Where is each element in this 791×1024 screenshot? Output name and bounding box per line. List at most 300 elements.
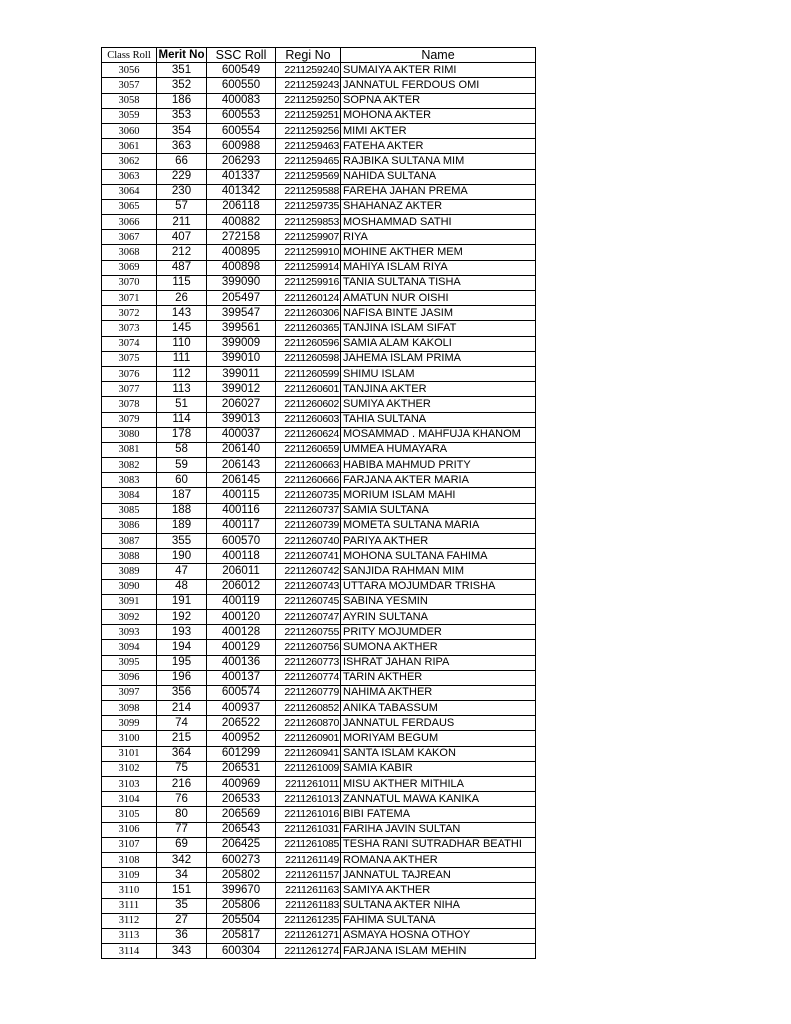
merit-no-cell: 47	[157, 564, 207, 579]
merit-no-cell: 193	[157, 625, 207, 640]
name-cell: MOHONA SULTANA FAHIMA	[341, 549, 536, 564]
table-row	[102, 427, 536, 442]
ssc-roll-cell: 600273	[207, 852, 276, 867]
merit-no-cell: 353	[157, 108, 207, 123]
name-cell: UMMEA HUMAYARA	[341, 442, 536, 457]
name-cell: FAREHA JAHAN PREMA	[341, 184, 536, 199]
merit-no-cell: 211	[157, 215, 207, 230]
merit-no-cell: 407	[157, 230, 207, 245]
class-roll-cell: 3068	[102, 245, 157, 260]
ssc-roll-cell: 400895	[207, 245, 276, 260]
merit-no-cell: 143	[157, 306, 207, 321]
class-roll-cell: 3074	[102, 336, 157, 351]
regi-no-cell: 2211260941	[276, 746, 341, 761]
name-cell: MOMETA SULTANA MARIA	[341, 518, 536, 533]
merit-no-cell: 111	[157, 351, 207, 366]
regi-no-cell: 2211260741	[276, 549, 341, 564]
regi-no-cell: 2211260779	[276, 685, 341, 700]
table-row	[102, 807, 536, 822]
class-roll-cell: 3085	[102, 503, 157, 518]
name-cell: ASMAYA HOSNA OTHOY	[341, 928, 536, 943]
merit-no-cell: 356	[157, 685, 207, 700]
regi-no-cell: 2211259853	[276, 215, 341, 230]
regi-no-cell: 2211260659	[276, 442, 341, 457]
ssc-roll-cell: 400083	[207, 93, 276, 108]
ssc-roll-cell: 401337	[207, 169, 276, 184]
class-roll-cell: 3097	[102, 685, 157, 700]
name-cell: SAMIYA AKTHER	[341, 883, 536, 898]
merit-list-table	[101, 47, 536, 959]
name-cell: MOSAMMAD . MAHFUJA KHANOM	[341, 427, 536, 442]
ssc-roll-cell: 399670	[207, 883, 276, 898]
name-cell: TANJINA ISLAM SIFAT	[341, 321, 536, 336]
table-row	[102, 868, 536, 883]
ssc-roll-cell: 400037	[207, 427, 276, 442]
regi-no-cell: 2211261013	[276, 792, 341, 807]
merit-no-cell: 57	[157, 199, 207, 214]
table-row	[102, 93, 536, 108]
ssc-roll-cell: 400119	[207, 594, 276, 609]
class-roll-cell: 3113	[102, 928, 157, 943]
table-row	[102, 716, 536, 731]
ssc-roll-cell: 205504	[207, 913, 276, 928]
ssc-roll-cell: 206027	[207, 397, 276, 412]
class-roll-cell: 3107	[102, 837, 157, 852]
regi-no-cell: 2211260739	[276, 518, 341, 533]
merit-no-cell: 229	[157, 169, 207, 184]
name-cell: ZANNATUL MAWA KANIKA	[341, 792, 536, 807]
name-cell: AMATUN NUR OISHI	[341, 291, 536, 306]
regi-no-cell: 2211260663	[276, 458, 341, 473]
name-cell: FAHIMA SULTANA	[341, 913, 536, 928]
ssc-roll-cell: 206533	[207, 792, 276, 807]
ssc-roll-cell: 205497	[207, 291, 276, 306]
regi-no-cell: 2211259569	[276, 169, 341, 184]
ssc-roll-cell: 206569	[207, 807, 276, 822]
regi-no-cell: 2211259256	[276, 123, 341, 138]
ssc-roll-cell: 205806	[207, 898, 276, 913]
name-cell: FARJANA AKTER MARIA	[341, 473, 536, 488]
name-cell: MORIUM ISLAM MAHI	[341, 488, 536, 503]
ssc-roll-cell: 206522	[207, 716, 276, 731]
table-row	[102, 564, 536, 579]
regi-no-cell: 2211259463	[276, 139, 341, 154]
regi-no-cell: 2211261157	[276, 868, 341, 883]
regi-no-cell: 2211260774	[276, 670, 341, 685]
regi-no-cell: 2211260735	[276, 488, 341, 503]
name-cell: TANJINA AKTER	[341, 382, 536, 397]
ssc-roll-cell: 600988	[207, 139, 276, 154]
table-row	[102, 898, 536, 913]
table-row	[102, 199, 536, 214]
name-cell: TESHA RANI SUTRADHAR BEATHI	[341, 837, 536, 852]
table-row	[102, 154, 536, 169]
regi-no-cell: 2211259916	[276, 275, 341, 290]
ssc-roll-cell: 401342	[207, 184, 276, 199]
table-row	[102, 412, 536, 427]
table-row	[102, 534, 536, 549]
ssc-roll-cell: 206143	[207, 458, 276, 473]
ssc-roll-cell: 399010	[207, 351, 276, 366]
name-cell: MAHIYA ISLAM RIYA	[341, 260, 536, 275]
name-cell: SOPNA AKTER	[341, 93, 536, 108]
table-row	[102, 640, 536, 655]
table-row	[102, 594, 536, 609]
table-row	[102, 108, 536, 123]
regi-no-cell: 2211261031	[276, 822, 341, 837]
regi-no-cell: 2211259588	[276, 184, 341, 199]
regi-no-cell: 2211259240	[276, 63, 341, 78]
table-row	[102, 78, 536, 93]
merit-no-cell: 114	[157, 412, 207, 427]
header-row	[102, 48, 536, 63]
name-cell: PRITY MOJUMDER	[341, 625, 536, 640]
table-row	[102, 549, 536, 564]
ssc-roll-cell: 399011	[207, 366, 276, 381]
regi-no-cell: 2211260743	[276, 579, 341, 594]
regi-no-cell: 2211261085	[276, 837, 341, 852]
name-cell: MOSHAMMAD SATHI	[341, 215, 536, 230]
name-cell: TAHIA SULTANA	[341, 412, 536, 427]
table-row	[102, 306, 536, 321]
class-roll-cell: 3092	[102, 609, 157, 624]
merit-no-cell: 195	[157, 655, 207, 670]
name-cell: SAMIA SULTANA	[341, 503, 536, 518]
name-cell: RIYA	[341, 230, 536, 245]
table-row	[102, 442, 536, 457]
name-cell: UTTARA MOJUMDAR TRISHA	[341, 579, 536, 594]
name-cell: MORIYAM BEGUM	[341, 731, 536, 746]
merit-no-cell: 215	[157, 731, 207, 746]
merit-no-cell: 364	[157, 746, 207, 761]
name-cell: FARJANA ISLAM MEHIN	[341, 944, 536, 959]
name-cell: SAMIA ALAM KAKOLI	[341, 336, 536, 351]
class-roll-cell: 3103	[102, 777, 157, 792]
regi-no-cell: 2211260601	[276, 382, 341, 397]
regi-no-cell: 2211261274	[276, 944, 341, 959]
class-roll-cell: 3077	[102, 382, 157, 397]
merit-no-cell: 112	[157, 366, 207, 381]
table-row	[102, 397, 536, 412]
ssc-roll-cell: 600549	[207, 63, 276, 78]
name-cell: SUMAIYA AKTER RIMI	[341, 63, 536, 78]
class-roll-cell: 3059	[102, 108, 157, 123]
name-cell: PARIYA AKTHER	[341, 534, 536, 549]
class-roll-cell: 3080	[102, 427, 157, 442]
merit-no-cell: 212	[157, 245, 207, 260]
name-cell: SAMIA KABIR	[341, 761, 536, 776]
regi-no-cell: 2211259243	[276, 78, 341, 93]
merit-no-cell: 59	[157, 458, 207, 473]
merit-no-cell: 354	[157, 123, 207, 138]
class-roll-cell: 3095	[102, 655, 157, 670]
class-roll-cell: 3072	[102, 306, 157, 321]
class-roll-cell: 3114	[102, 944, 157, 959]
ssc-roll-cell: 400115	[207, 488, 276, 503]
merit-no-cell: 188	[157, 503, 207, 518]
regi-no-cell: 2211260598	[276, 351, 341, 366]
name-cell: FATEHA AKTER	[341, 139, 536, 154]
class-roll-cell: 3089	[102, 564, 157, 579]
table-row	[102, 746, 536, 761]
class-roll-cell: 3067	[102, 230, 157, 245]
ssc-roll-cell: 206011	[207, 564, 276, 579]
regi-no-cell: 2211259907	[276, 230, 341, 245]
table-row	[102, 837, 536, 852]
ssc-roll-cell: 206425	[207, 837, 276, 852]
class-roll-cell: 3112	[102, 913, 157, 928]
merit-no-cell: 216	[157, 777, 207, 792]
ssc-roll-cell: 400120	[207, 609, 276, 624]
class-roll-cell: 3110	[102, 883, 157, 898]
name-cell: SUMONA AKTHER	[341, 640, 536, 655]
class-roll-cell: 3060	[102, 123, 157, 138]
regi-no-cell: 2211260596	[276, 336, 341, 351]
regi-no-cell: 2211260901	[276, 731, 341, 746]
merit-no-cell: 35	[157, 898, 207, 913]
regi-no-cell: 2211260599	[276, 366, 341, 381]
ssc-roll-cell: 206140	[207, 442, 276, 457]
class-roll-cell: 3063	[102, 169, 157, 184]
regi-no-cell: 2211260365	[276, 321, 341, 336]
name-cell: TANIA SULTANA TISHA	[341, 275, 536, 290]
class-roll-cell: 3105	[102, 807, 157, 822]
regi-no-cell: 2211260852	[276, 701, 341, 716]
table-row	[102, 883, 536, 898]
class-roll-cell: 3091	[102, 594, 157, 609]
class-roll-cell: 3061	[102, 139, 157, 154]
name-cell: MOHINE AKTHER MEM	[341, 245, 536, 260]
name-cell: JAHEMA ISLAM PRIMA	[341, 351, 536, 366]
merit-no-cell: 487	[157, 260, 207, 275]
regi-no-cell: 2211261163	[276, 883, 341, 898]
name-cell: AYRIN SULTANA	[341, 609, 536, 624]
ssc-roll-cell: 399547	[207, 306, 276, 321]
class-roll-cell: 3076	[102, 366, 157, 381]
merit-no-cell: 69	[157, 837, 207, 852]
class-roll-cell: 3082	[102, 458, 157, 473]
class-roll-cell: 3071	[102, 291, 157, 306]
class-roll-cell: 3102	[102, 761, 157, 776]
merit-no-cell: 36	[157, 928, 207, 943]
header-class-roll: Class Roll	[102, 48, 157, 63]
class-roll-cell: 3083	[102, 473, 157, 488]
regi-no-cell: 2211260755	[276, 625, 341, 640]
name-cell: ANIKA TABASSUM	[341, 701, 536, 716]
table-row	[102, 852, 536, 867]
regi-no-cell: 2211260870	[276, 716, 341, 731]
merit-no-cell: 113	[157, 382, 207, 397]
table-row	[102, 230, 536, 245]
class-roll-cell: 3090	[102, 579, 157, 594]
header-name: Name	[341, 48, 536, 63]
merit-no-cell: 77	[157, 822, 207, 837]
table-row	[102, 822, 536, 837]
table-row	[102, 792, 536, 807]
header-regi-no: Regi No	[276, 48, 341, 63]
name-cell: RAJBIKA SULTANA MIM	[341, 154, 536, 169]
regi-no-cell: 2211260745	[276, 594, 341, 609]
class-roll-cell: 3066	[102, 215, 157, 230]
regi-no-cell: 2211260603	[276, 412, 341, 427]
class-roll-cell: 3062	[102, 154, 157, 169]
ssc-roll-cell: 206145	[207, 473, 276, 488]
table-row	[102, 245, 536, 260]
merit-no-cell: 192	[157, 609, 207, 624]
class-roll-cell: 3057	[102, 78, 157, 93]
merit-no-cell: 342	[157, 852, 207, 867]
ssc-roll-cell: 400136	[207, 655, 276, 670]
ssc-roll-cell: 206012	[207, 579, 276, 594]
ssc-roll-cell: 400882	[207, 215, 276, 230]
class-roll-cell: 3093	[102, 625, 157, 640]
class-roll-cell: 3104	[102, 792, 157, 807]
table-row	[102, 184, 536, 199]
ssc-roll-cell: 400129	[207, 640, 276, 655]
merit-no-cell: 191	[157, 594, 207, 609]
class-roll-cell: 3079	[102, 412, 157, 427]
table-row	[102, 215, 536, 230]
ssc-roll-cell: 600550	[207, 78, 276, 93]
ssc-roll-cell: 400116	[207, 503, 276, 518]
name-cell: MISU AKTHER MITHILA	[341, 777, 536, 792]
table-row	[102, 169, 536, 184]
table-row	[102, 670, 536, 685]
merit-no-cell: 76	[157, 792, 207, 807]
merit-no-cell: 186	[157, 93, 207, 108]
class-roll-cell: 3099	[102, 716, 157, 731]
table-row	[102, 351, 536, 366]
name-cell: JANNATUL FERDAUS	[341, 716, 536, 731]
ssc-roll-cell: 400898	[207, 260, 276, 275]
table-row	[102, 655, 536, 670]
ssc-roll-cell: 400128	[207, 625, 276, 640]
table-row	[102, 366, 536, 381]
table-row	[102, 336, 536, 351]
ssc-roll-cell: 600553	[207, 108, 276, 123]
merit-no-cell: 196	[157, 670, 207, 685]
name-cell: TARIN AKTHER	[341, 670, 536, 685]
header-ssc-roll: SSC Roll	[207, 48, 276, 63]
regi-no-cell: 2211260602	[276, 397, 341, 412]
merit-no-cell: 189	[157, 518, 207, 533]
ssc-roll-cell: 600304	[207, 944, 276, 959]
name-cell: SHIMU ISLAM	[341, 366, 536, 381]
class-roll-cell: 3109	[102, 868, 157, 883]
table-row	[102, 609, 536, 624]
table-row	[102, 382, 536, 397]
ssc-roll-cell: 399090	[207, 275, 276, 290]
table-row	[102, 321, 536, 336]
name-cell: BIBI FATEMA	[341, 807, 536, 822]
class-roll-cell: 3078	[102, 397, 157, 412]
merit-no-cell: 60	[157, 473, 207, 488]
merit-no-cell: 110	[157, 336, 207, 351]
regi-no-cell: 2211259914	[276, 260, 341, 275]
ssc-roll-cell: 205802	[207, 868, 276, 883]
name-cell: HABIBA MAHMUD PRITY	[341, 458, 536, 473]
name-cell: SULTANA AKTER NIHA	[341, 898, 536, 913]
merit-no-cell: 58	[157, 442, 207, 457]
merit-no-cell: 355	[157, 534, 207, 549]
table-row	[102, 944, 536, 959]
table-row	[102, 458, 536, 473]
merit-no-cell: 190	[157, 549, 207, 564]
name-cell: ROMANA AKTHER	[341, 852, 536, 867]
merit-no-cell: 214	[157, 701, 207, 716]
class-roll-cell: 3098	[102, 701, 157, 716]
merit-no-cell: 80	[157, 807, 207, 822]
class-roll-cell: 3086	[102, 518, 157, 533]
regi-no-cell: 2211260737	[276, 503, 341, 518]
table-row	[102, 913, 536, 928]
ssc-roll-cell: 600570	[207, 534, 276, 549]
table-row	[102, 685, 536, 700]
merit-no-cell: 230	[157, 184, 207, 199]
merit-no-cell: 187	[157, 488, 207, 503]
class-roll-cell: 3100	[102, 731, 157, 746]
class-roll-cell: 3064	[102, 184, 157, 199]
merit-no-cell: 351	[157, 63, 207, 78]
name-cell: SANTA ISLAM KAKON	[341, 746, 536, 761]
ssc-roll-cell: 600554	[207, 123, 276, 138]
regi-no-cell: 2211260624	[276, 427, 341, 442]
merit-no-cell: 145	[157, 321, 207, 336]
regi-no-cell: 2211260306	[276, 306, 341, 321]
class-roll-cell: 3101	[102, 746, 157, 761]
merit-no-cell: 343	[157, 944, 207, 959]
regi-no-cell: 2211259735	[276, 199, 341, 214]
name-cell: SANJIDA RAHMAN MIM	[341, 564, 536, 579]
ssc-roll-cell: 400937	[207, 701, 276, 716]
ssc-roll-cell: 206543	[207, 822, 276, 837]
table-row	[102, 139, 536, 154]
name-cell: NAFISA BINTE JASIM	[341, 306, 536, 321]
ssc-roll-cell: 272158	[207, 230, 276, 245]
regi-no-cell: 2211260747	[276, 609, 341, 624]
name-cell: SABINA YESMIN	[341, 594, 536, 609]
table-row	[102, 275, 536, 290]
class-roll-cell: 3073	[102, 321, 157, 336]
ssc-roll-cell: 206118	[207, 199, 276, 214]
name-cell: ISHRAT JAHAN RIPA	[341, 655, 536, 670]
name-cell: JANNATUL TAJREAN	[341, 868, 536, 883]
class-roll-cell: 3056	[102, 63, 157, 78]
class-roll-cell: 3096	[102, 670, 157, 685]
table-row	[102, 503, 536, 518]
ssc-roll-cell: 206293	[207, 154, 276, 169]
ssc-roll-cell: 400952	[207, 731, 276, 746]
regi-no-cell: 2211259910	[276, 245, 341, 260]
ssc-roll-cell: 206531	[207, 761, 276, 776]
regi-no-cell: 2211259251	[276, 108, 341, 123]
merit-no-cell: 26	[157, 291, 207, 306]
name-cell: SUMIYA AKTHER	[341, 397, 536, 412]
merit-no-cell: 74	[157, 716, 207, 731]
table-row	[102, 123, 536, 138]
table-row	[102, 473, 536, 488]
class-roll-cell: 3070	[102, 275, 157, 290]
ssc-roll-cell: 400117	[207, 518, 276, 533]
ssc-roll-cell: 399012	[207, 382, 276, 397]
ssc-roll-cell: 400118	[207, 549, 276, 564]
merit-no-cell: 51	[157, 397, 207, 412]
name-cell: FARIHA JAVIN SULTAN	[341, 822, 536, 837]
ssc-roll-cell: 601299	[207, 746, 276, 761]
merit-no-cell: 178	[157, 427, 207, 442]
class-roll-cell: 3111	[102, 898, 157, 913]
regi-no-cell: 2211260666	[276, 473, 341, 488]
